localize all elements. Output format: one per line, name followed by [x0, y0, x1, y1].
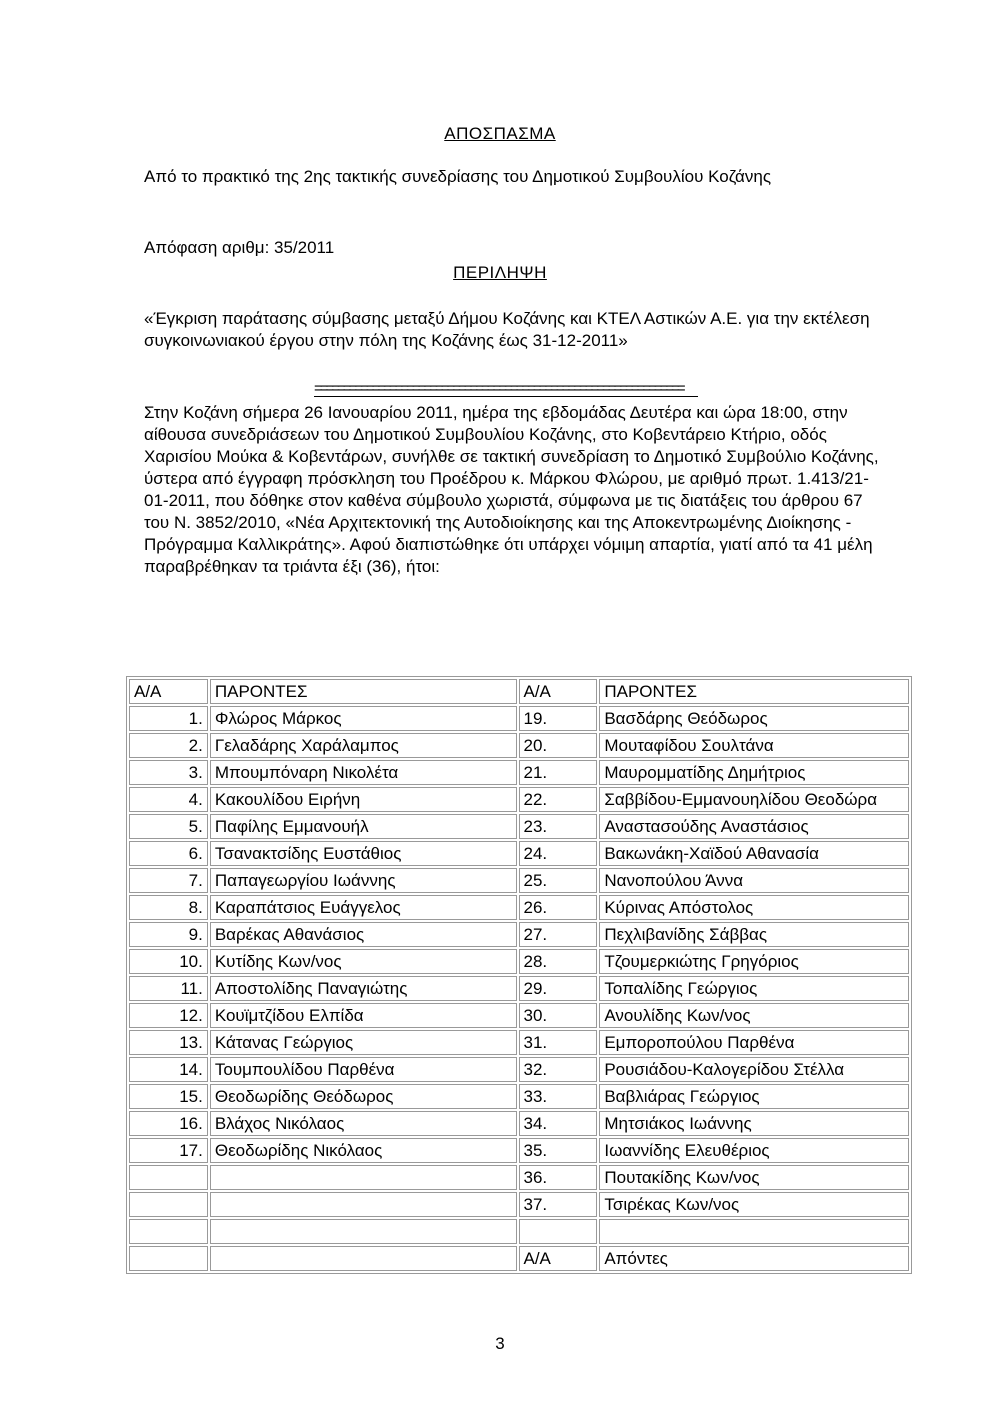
right-name-cell: Πεχλιβανίδης Σάββας [599, 922, 909, 947]
right-name-cell: Μουταφίδου Σουλτάνα [599, 733, 909, 758]
left-number-cell: 16. [129, 1111, 208, 1136]
table-row [129, 1003, 909, 1028]
table-row [129, 1057, 909, 1082]
right-name-cell: Τσιρέκας Κων/νος [599, 1192, 909, 1217]
right-name-cell: Μητσιάκος Ιωάννης [599, 1111, 909, 1136]
summary-text: «Έγκριση παράτασης σύμβασης μεταξύ Δήμου Κοζάνης και ΚΤΕΛ Αστικών Α.Ε. για την εκτέλεση συγκοινωνιακού έργου στην πόλη της Κοζάνης έως 31-12-2011» [144, 309, 870, 350]
summary-heading: ΠΕΡΙΛΗΨΗ [453, 263, 547, 282]
table-row [129, 733, 909, 758]
left-name-cell: Βλάχος Νικόλαος [210, 1111, 517, 1136]
left-name-cell: Καραπάτσιος Ευάγγελος [210, 895, 517, 920]
right-name-cell: Σαββίδου-Εμμανουηλίδου Θεοδώρα [599, 787, 909, 812]
left-number-cell: 1. [129, 706, 208, 731]
document-title: ΑΠΟΣΠΑΣΜΑ [444, 124, 556, 143]
right-name-cell: Απόντες [599, 1246, 909, 1271]
table-row [129, 1219, 909, 1244]
right-name-cell: Αναστασούδης Αναστάσιος [599, 814, 909, 839]
left-number-cell: 7. [129, 868, 208, 893]
table-row [129, 922, 909, 947]
table-row [129, 868, 909, 893]
left-name-cell: Θεοδωρίδης Νικόλαος [210, 1138, 517, 1163]
right-number-cell: Α/Α [519, 1246, 598, 1271]
left-number-cell [129, 1165, 208, 1190]
right-number-cell: 20. [519, 733, 598, 758]
right-number-cell: 27. [519, 922, 598, 947]
table-row [129, 1246, 909, 1271]
table-row [129, 1111, 909, 1136]
table-row [129, 760, 909, 785]
attendance-table [126, 676, 912, 1274]
right-name-cell: Ανουλίδης Κων/νος [599, 1003, 909, 1028]
right-name-cell: Ρουσιάδου-Καλογερίδου Στέλλα [599, 1057, 909, 1082]
left-number-cell: 4. [129, 787, 208, 812]
right-number-cell: 31. [519, 1030, 598, 1055]
left-number-cell: 12. [129, 1003, 208, 1028]
left-name-cell: Κάτανας Γεώργιος [210, 1030, 517, 1055]
table-row [129, 1192, 909, 1217]
table-row [129, 895, 909, 920]
header-present-left: ΠΑΡΟΝΤΕΣ [210, 679, 517, 704]
right-name-cell: Νανοπούλου Άννα [599, 868, 909, 893]
table-row [129, 841, 909, 866]
left-name-cell: Τσανακτσίδης Ευστάθιος [210, 841, 517, 866]
left-name-cell: Παπαγεωργίου Ιωάννης [210, 868, 517, 893]
left-number-cell: 15. [129, 1084, 208, 1109]
source-paragraph: Από το πρακτικό της 2ης τακτικής συνεδρίασης του Δημοτικού Συμβουλίου Κοζάνης [144, 167, 772, 186]
table-row [129, 1138, 909, 1163]
right-number-cell: 32. [519, 1057, 598, 1082]
table-row [129, 706, 909, 731]
right-number-cell: 23. [519, 814, 598, 839]
left-name-cell: Φλώρος Μάρκος [210, 706, 517, 731]
right-name-cell: Πουτακίδης Κων/νος [599, 1165, 909, 1190]
table-row [129, 1030, 909, 1055]
right-number-cell: 35. [519, 1138, 598, 1163]
right-number-cell: 37. [519, 1192, 598, 1217]
table-row [129, 1084, 909, 1109]
left-name-cell: Παφίλης Εμμανουήλ [210, 814, 517, 839]
left-number-cell [129, 1192, 208, 1217]
right-name-cell: Μαυρομματίδης Δημήτριος [599, 760, 909, 785]
right-number-cell: 30. [519, 1003, 598, 1028]
right-number-cell: 24. [519, 841, 598, 866]
left-name-cell [210, 1246, 517, 1271]
table-row [129, 976, 909, 1001]
right-number-cell: 22. [519, 787, 598, 812]
left-name-cell: Θεοδωρίδης Θεόδωρος [210, 1084, 517, 1109]
left-number-cell: 3. [129, 760, 208, 785]
left-name-cell: Τουμπουλίδου Παρθένα [210, 1057, 517, 1082]
left-number-cell: 2. [129, 733, 208, 758]
left-number-cell: 17. [129, 1138, 208, 1163]
left-name-cell: Κακουλίδου Ειρήνη [210, 787, 517, 812]
separator-line: ================================================================ [314, 382, 698, 397]
right-name-cell: Τοπαλίδης Γεώργιος [599, 976, 909, 1001]
left-number-cell: 13. [129, 1030, 208, 1055]
left-name-cell: Γελαδάρης Χαράλαμπος [210, 733, 517, 758]
left-name-cell: Μπουμπόναρη Νικολέτα [210, 760, 517, 785]
header-aa-left: Α/Α [129, 679, 208, 704]
decision-number: Απόφαση αριθμ: 35/2011 [144, 238, 335, 257]
right-name-cell: Εμποροπούλου Παρθένα [599, 1030, 909, 1055]
right-name-cell: Βασδάρης Θεόδωρος [599, 706, 909, 731]
left-number-cell: 9. [129, 922, 208, 947]
right-name-cell: Τζουμερκιώτης Γρηγόριος [599, 949, 909, 974]
right-name-cell: Βαβλιάρας Γεώργιος [599, 1084, 909, 1109]
right-number-cell: 36. [519, 1165, 598, 1190]
header-present-right: ΠΑΡΟΝΤΕΣ [599, 679, 909, 704]
left-number-cell: 6. [129, 841, 208, 866]
right-number-cell: 26. [519, 895, 598, 920]
right-number-cell [519, 1219, 598, 1244]
left-name-cell: Βαρέκας Αθανάσιος [210, 922, 517, 947]
left-name-cell: Αποστολίδης Παναγιώτης [210, 976, 517, 1001]
table-row [129, 814, 909, 839]
left-name-cell: Κυτίδης Κων/νος [210, 949, 517, 974]
left-name-cell: Κουϊμτζίδου Ελπίδα [210, 1003, 517, 1028]
left-number-cell: 10. [129, 949, 208, 974]
body-paragraph: Στην Κοζάνη σήμερα 26 Ιανουαρίου 2011, ημέρα της εβδομάδας Δευτέρα και ώρα 18:00, στην αίθουσα συνεδριάσεων του Δημοτικού Συμβουλίου Κοζάνης, στο Κοβεντάρειο Κτήριο, οδός Χαρισίου Μούκα & Κοβεντάρων, συνήλθε σε τακτική συνεδρίαση το Δημοτικό Συμβούλιο Κοζάνης, ύστερα από έγγραφη πρόσκληση του Προέδρου κ. Μάρκου Φλώρου, με αριθμό πρωτ. 1.413/21-01-2011, που δόθηκε στον καθένα σύμβουλο χωριστά, σύμφωνα με τις διατάξεις του άρθρου 67 του Ν. 3852/2010, «Νέα Αρχιτεκτονική της Αυτοδιοίκησης και της Αποκεντρωμένης Διοίκησης - Πρόγραμμα Καλλικράτης». Αφού διαπιστώθηκε ότι υπάρχει νόμιμη απαρτία, γιατί από τα 41 μέλη παραβρέθηκαν τα τριάντα έξι (36), ήτοι: [144, 403, 879, 576]
table-header-row [129, 679, 909, 704]
right-number-cell: 29. [519, 976, 598, 1001]
right-name-cell: Κύρινας Απόστολος [599, 895, 909, 920]
right-name-cell: Βακωνάκη-Χαϊδού Αθανασία [599, 841, 909, 866]
right-number-cell: 34. [519, 1111, 598, 1136]
right-number-cell: 21. [519, 760, 598, 785]
left-number-cell: 14. [129, 1057, 208, 1082]
table-row [129, 787, 909, 812]
page-number: 3 [495, 1334, 505, 1353]
left-number-cell: 8. [129, 895, 208, 920]
table-row [129, 949, 909, 974]
left-number-cell: 11. [129, 976, 208, 1001]
right-name-cell: Ιωαννίδης Ελευθέριος [599, 1138, 909, 1163]
right-number-cell: 25. [519, 868, 598, 893]
right-name-cell [599, 1219, 909, 1244]
left-name-cell [210, 1165, 517, 1190]
right-number-cell: 28. [519, 949, 598, 974]
left-number-cell [129, 1219, 208, 1244]
left-name-cell [210, 1192, 517, 1217]
left-number-cell [129, 1246, 208, 1271]
table-row [129, 1165, 909, 1190]
right-number-cell: 19. [519, 706, 598, 731]
header-aa-right: Α/Α [519, 679, 598, 704]
right-number-cell: 33. [519, 1084, 598, 1109]
left-name-cell [210, 1219, 517, 1244]
left-number-cell: 5. [129, 814, 208, 839]
